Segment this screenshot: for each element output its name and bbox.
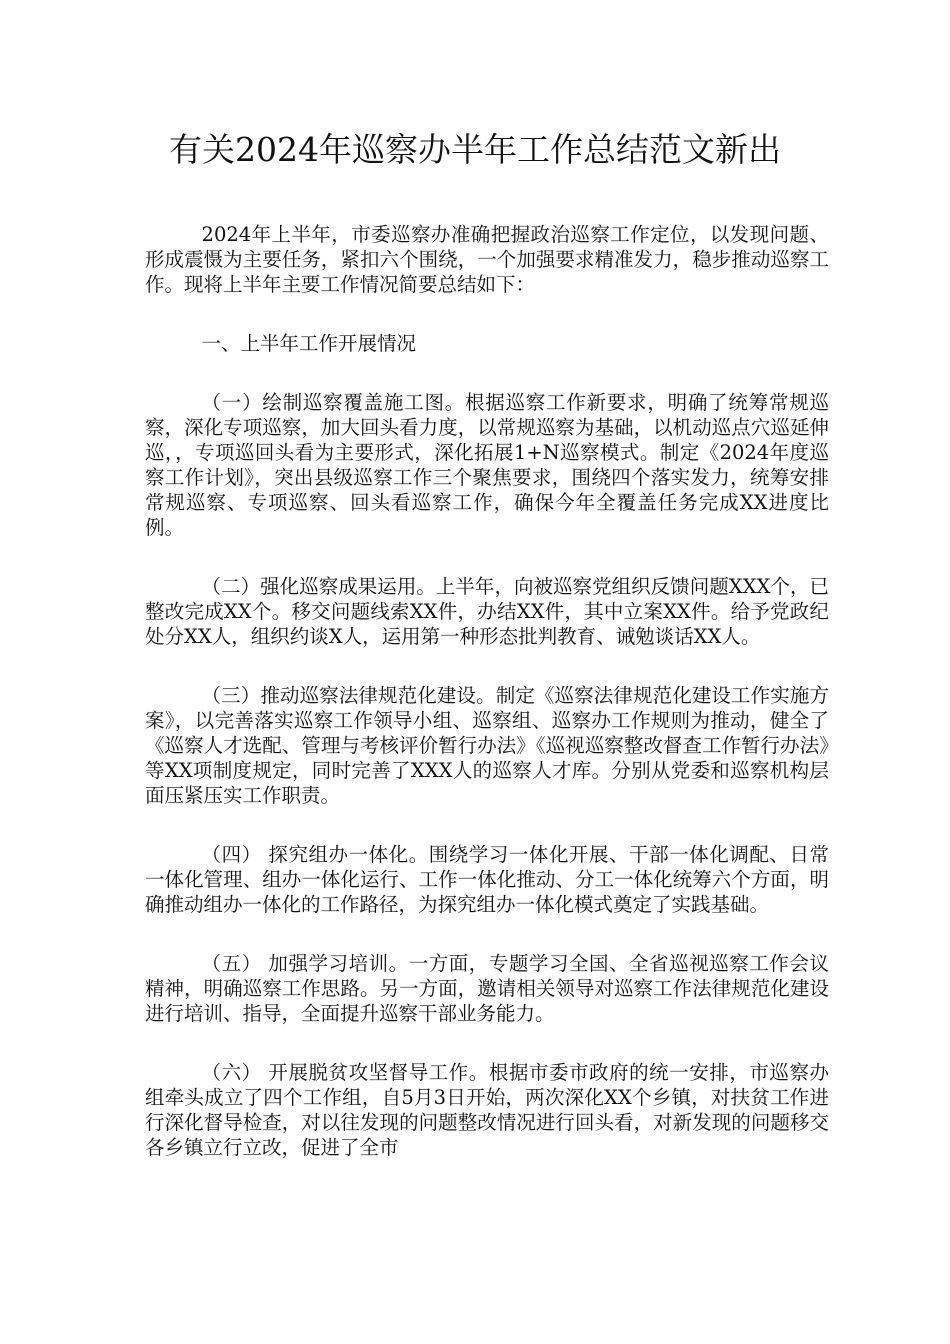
paragraph-5: （五） 加强学习培训。一方面，专题学习全国、全省巡视巡察工作会议精神，明确巡察工作思路。另一方面，邀请相关领导对巡察工作法律规范化建设进行培训、指导，全面提升巡察干部业务能力。 (145, 952, 829, 1025)
document-title: 有关2024年巡察办半年工作总结范文新出 (169, 130, 781, 169)
paragraph-2: （二）强化巡察成果运用。上半年，向被巡察党组织反馈问题XXX个，已整改完成XX个。移交问题线索XX件，办结XX件，其中立案XX件。给予党政纪处分XX人，组织约谈X人，运用第一种形态批判教育、诫勉谈话XX人。 (145, 575, 829, 648)
paragraph-1: （一）绘制巡察覆盖施工图。根据巡察工作新要求，明确了统筹常规巡察，深化专项巡察，加大回头看力度，以常规巡察为基础，以机动巡点穴巡延伸巡，，专项巡回头看为主要形式，深化拓展1+N巡察模式。制定《2024年度巡察工作计划》，突出县级巡察工作三个聚焦要求，围绕四个落实发力，统筹安排常规巡察、专项巡察、回头看巡察工作，确保今年全覆盖任务完成XX进度比例。 (145, 391, 829, 539)
paragraph-4: （四） 探究组办一体化。围绕学习一体化开展、干部一体化调配、日常一体化管理、组办一体化运行、工作一体化推动、分工一体化统筹六个方面，明确推动组办一体化的工作路径，为探究组办一体化模式奠定了实践基础。 (145, 843, 829, 916)
paragraph-6: （六） 开展脱贫攻坚督导工作。根据市委市政府的统一安排，市巡察办组牵头成立了四个工作组，自5月3日开始，两次深化XX个乡镇，对扶贫工作进行深化督导检查，对以往发现的问题整改情况进行回头看，对新发现的问题移交各乡镇立行立改，促进了全市 (145, 1061, 829, 1159)
document-body (145, 222, 829, 1194)
paragraph-3: （三）推动巡察法律规范化建设。制定《巡察法律规范化建设工作实施方案》，以完善落实巡察工作领导小组、巡察组、巡察办工作规则为推动，健全了《巡察人才选配、管理与考核评价暂行办法》《巡视巡察整改督查工作暂行办法》等XX项制度规定，同时完善了XXX人的巡察人才库。分别从党委和巡察机构层面压紧压实工作职责。 (145, 684, 829, 807)
intro-paragraph: 2024年上半年，市委巡察办准确把握政治巡察工作定位，以发现问题、形成震慑为主要任务，紧扣六个围绕，一个加强要求精准发力，稳步推动巡察工作。现将上半年主要工作情况简要总结如下： (145, 223, 829, 296)
section-heading: 一、上半年工作开展情况 (201, 332, 417, 355)
